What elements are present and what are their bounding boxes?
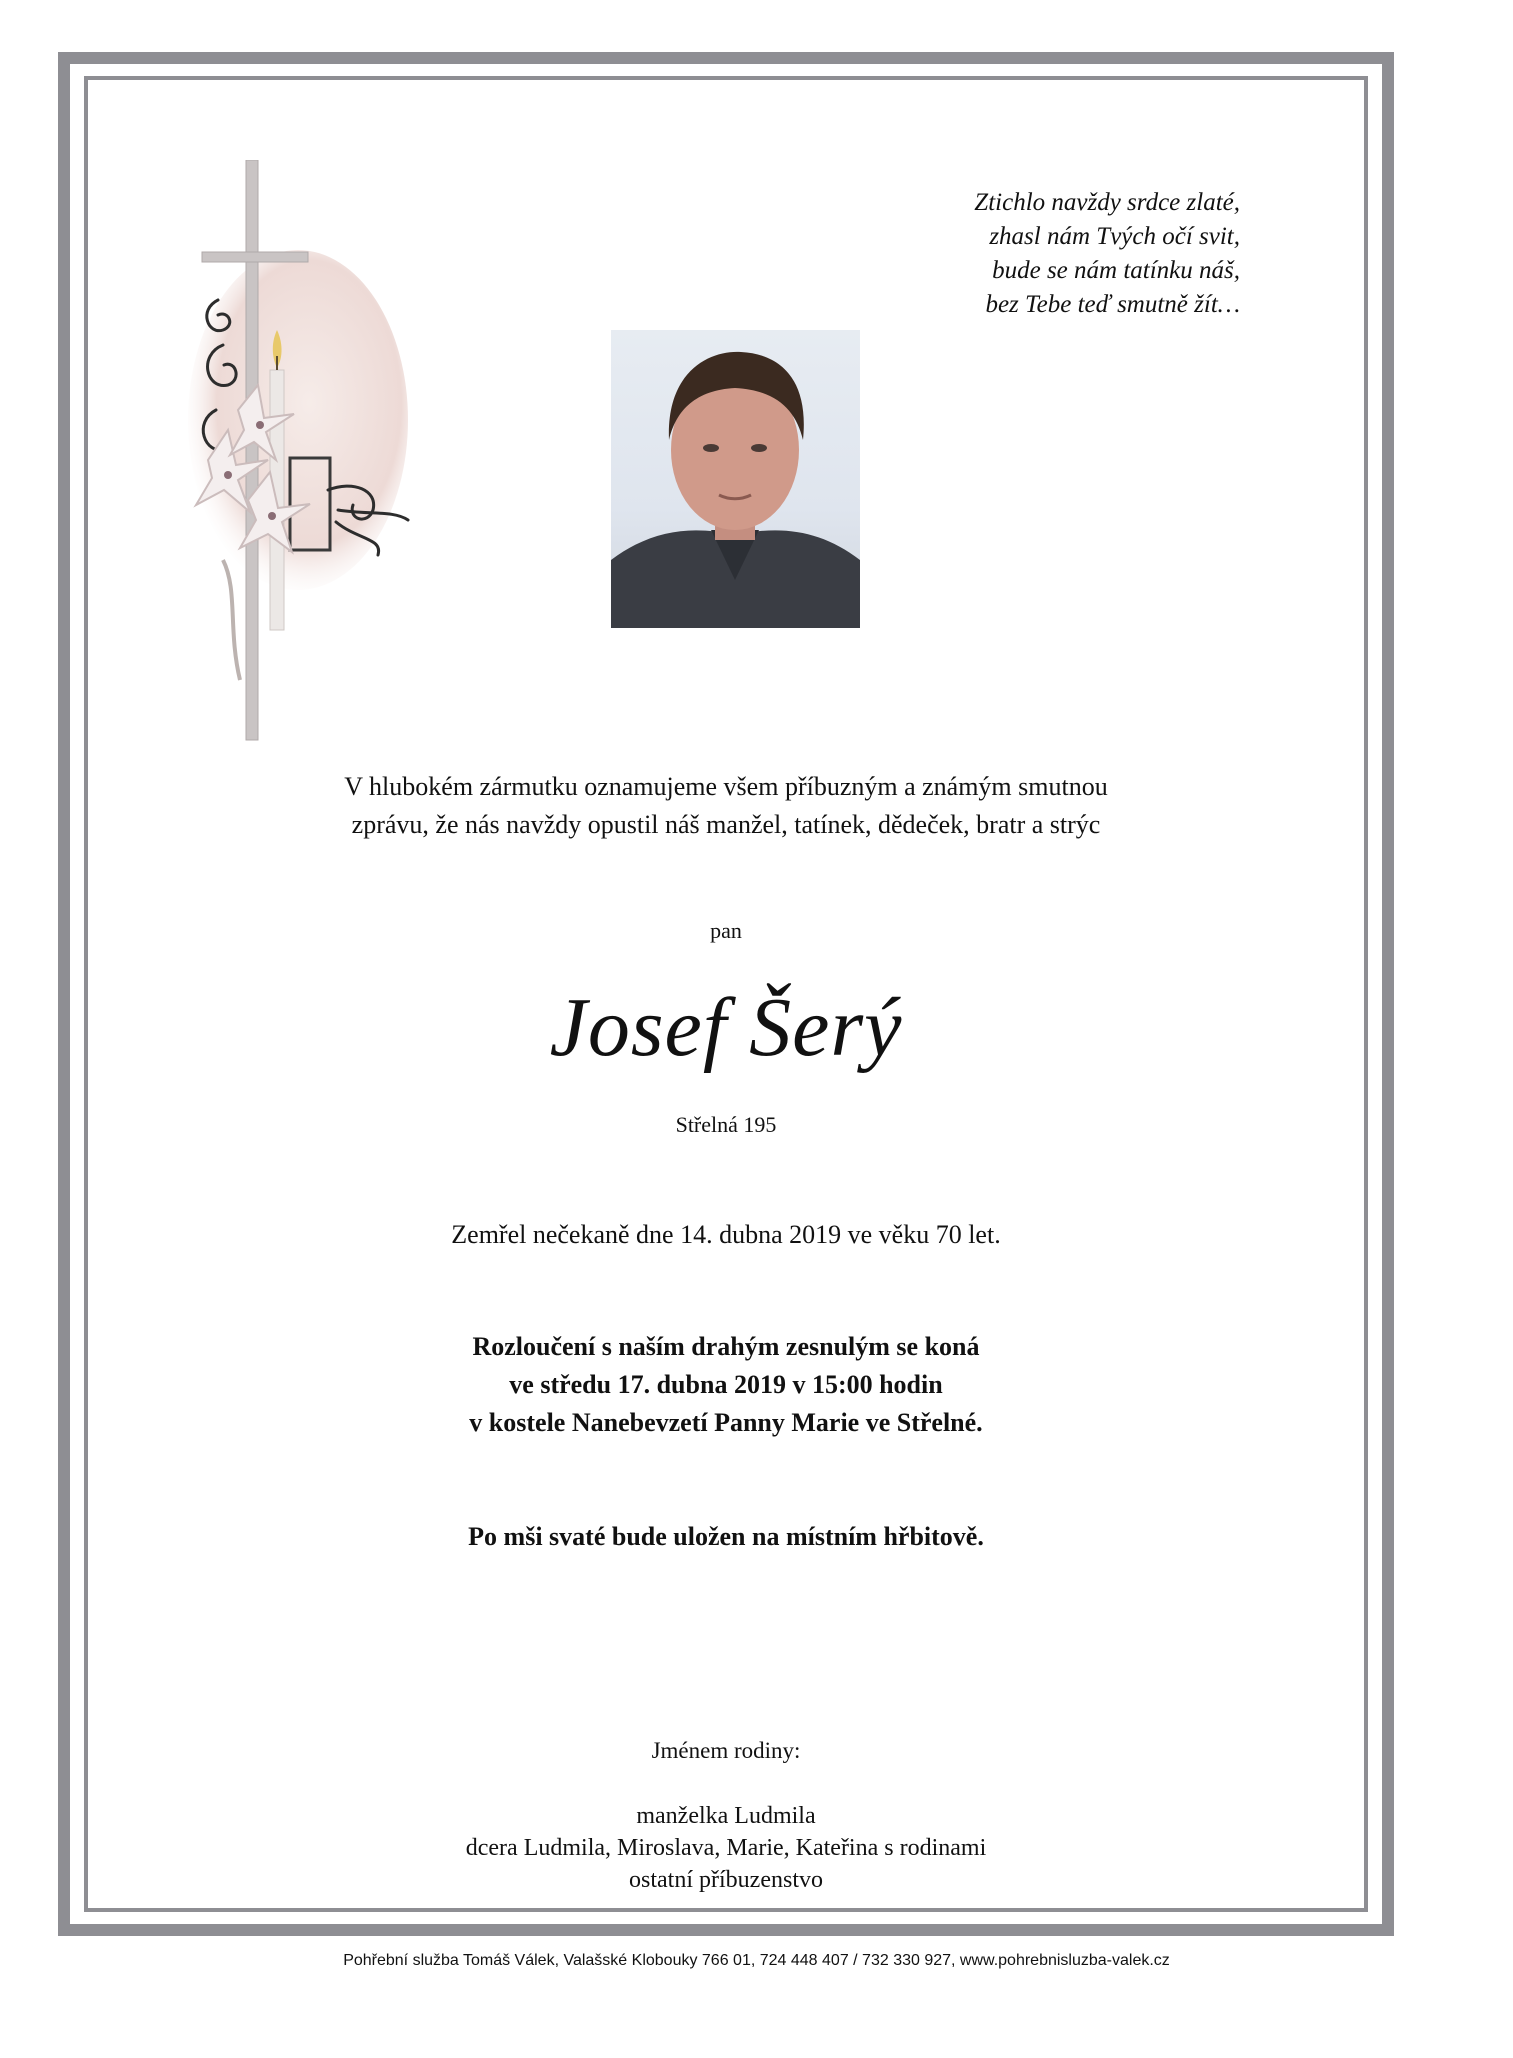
farewell-details (84, 1328, 1368, 1442)
poem-line: bez Tebe teď smutně žít… (985, 291, 1240, 318)
poem-line: bude se nám tatínku náš, (992, 257, 1240, 284)
funeral-service-footer: Pohřební služba Tomáš Válek, Valašské Klobouky 766 01, 724 448 407 / 732 330 927, www.pohrebnisluzba-valek.cz (343, 1952, 1170, 1969)
family-member: ostatní příbuzenstvo (629, 1867, 823, 1893)
deceased-address: Střelná 195 (675, 1112, 777, 1137)
death-notice: Zemřel nečekaně dne 14. dubna 2019 ve věku 70 let. (451, 1220, 1001, 1249)
announcement-text (84, 768, 1368, 844)
portrait-photo (611, 330, 860, 628)
farewell-line: Rozloučení s naším drahým zesnulým se koná (472, 1332, 980, 1361)
poem-line: zhasl nám Tvých očí svit, (989, 223, 1240, 250)
family-label: Jménem rodiny: (651, 1738, 801, 1763)
portrait-icon (611, 330, 860, 628)
salutation: pan (710, 918, 742, 943)
farewell-line: v kostele Nanebevzetí Panny Marie ve Střelné. (469, 1408, 983, 1437)
farewell-line: ve středu 17. dubna 2019 v 15:00 hodin (509, 1370, 943, 1399)
poem-line: Ztichlo navždy srdce zlaté, (974, 189, 1240, 216)
announcement-line: V hlubokém zármutku oznamujeme všem příbuzným a známým smutnou (344, 772, 1108, 801)
family-member: manželka Ludmila (636, 1803, 816, 1829)
family-member: dcera Ludmila, Miroslava, Marie, Kateřina s rodinami (465, 1835, 987, 1861)
memorial-poem (880, 186, 1240, 322)
burial-notice: Po mši svaté bude uložen na místním hřbitově. (468, 1522, 984, 1551)
deceased-name: Josef Šerý (549, 981, 903, 1074)
announcement-line: zprávu, že nás navždy opustil náš manžel, tatínek, dědeček, bratr a strýc (351, 810, 1101, 839)
cross-candle-lily-icon (178, 160, 458, 760)
family-list (84, 1800, 1368, 1896)
